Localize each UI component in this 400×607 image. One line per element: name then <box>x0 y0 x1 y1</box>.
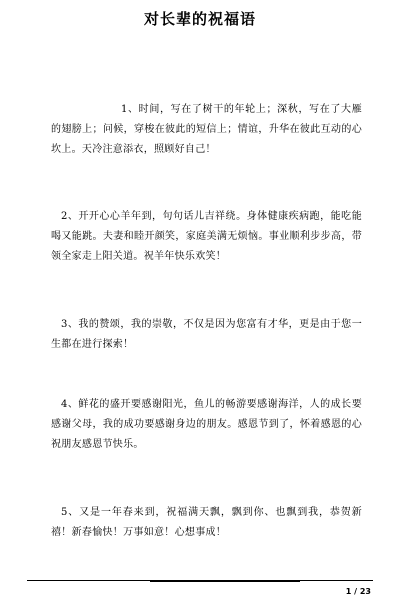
footer-divider-accent <box>150 580 300 582</box>
paragraph-2: 2、开开心心羊年到，句句话儿吉祥绕。身体健康疾病跑，能吃能喝又能跳。夫妻和睦开颜笑，家庭美满无烦恼。事业顺利步步高，带领全家走上阳关道。祝羊年快乐欢笑！ <box>51 211 362 262</box>
paragraph-5: 5、又是一年春来到，祝福满天飘，飘到你、也飘到我，恭贺新禧！新春愉快！万事如意！心想事成！ <box>51 507 362 538</box>
paragraph-1: 1、时间，写在了树干的年轮上；深秋，写在了大雁的翅膀上；问候，穿梭在彼此的短信上；情谊，升华在彼此互动的心坎上。天冷注意添衣，照顾好自己！ <box>51 104 362 155</box>
page-number: 1 / 23 <box>345 587 371 596</box>
paragraph-4: 4、鲜花的盛开要感谢阳光，鱼儿的畅游要感谢海洋，人的成长要感谢父母，我的成功要感谢身边的朋友。感恩节到了，怀着感恩的心祝朋友感恩节快乐。 <box>51 399 362 450</box>
page-title: 对长辈的祝福语 <box>143 10 256 28</box>
paragraph-3: 3、我的赞颂，我的崇敬，不仅是因为您富有才华，更是由于您一生都在进行探索！ <box>51 319 362 350</box>
